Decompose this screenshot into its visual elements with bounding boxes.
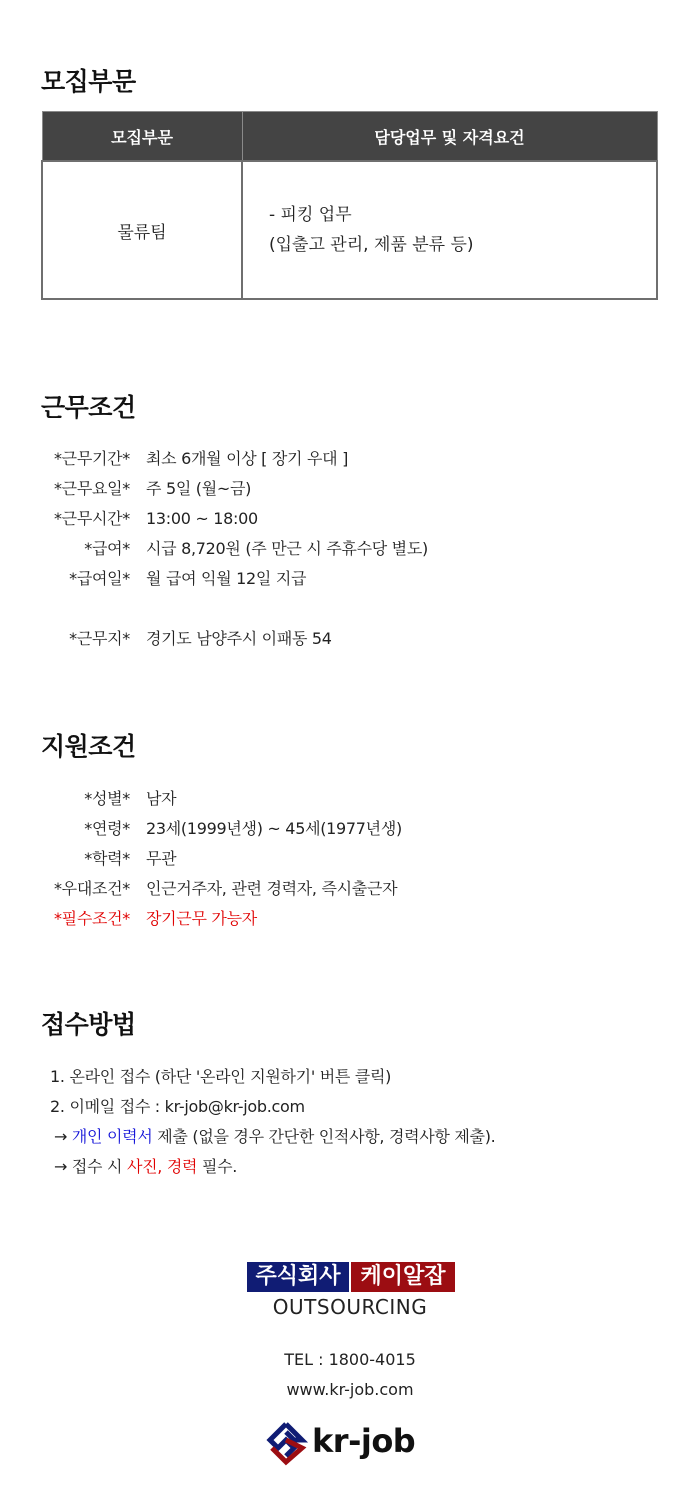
conditions-section-title: 근무조건 bbox=[41, 393, 136, 422]
apply-req-section-title: 지원조건 bbox=[41, 732, 136, 761]
apply-req-key: *학력* bbox=[84, 849, 130, 868]
condition-key: *근무요일* bbox=[53, 479, 130, 498]
condition-value: 13:00 ~ 18:00 bbox=[146, 509, 258, 528]
condition-key: *근무기간* bbox=[53, 449, 130, 468]
method-online: 1. 온라인 접수 (하단 '온라인 지원하기' 버튼 클릭) bbox=[50, 1067, 392, 1086]
company-name-left: 주식회사 bbox=[247, 1262, 349, 1292]
apply-req-value: 장기근무 가능자 bbox=[146, 909, 257, 928]
duty-line: - 피킹 업무 bbox=[269, 205, 352, 225]
company-name-right: 케이알잡 bbox=[351, 1262, 455, 1292]
method-resume-line bbox=[54, 1125, 495, 1149]
recruit-duty-cell bbox=[242, 161, 657, 299]
photo-rest: 필수. bbox=[201, 1157, 238, 1176]
arrow-icon: → bbox=[54, 1157, 68, 1176]
apply-req-value: 남자 bbox=[146, 789, 177, 808]
brand-logo-icon bbox=[264, 1420, 310, 1466]
recruit-dept-cell: 물류팀 bbox=[42, 161, 242, 299]
apply-req-key: *우대조건* bbox=[53, 879, 130, 898]
recruit-table bbox=[41, 111, 658, 300]
recruit-header-duty: 담당업무 및 자격요건 bbox=[242, 112, 657, 162]
condition-key: *급여일* bbox=[69, 569, 130, 588]
method-section-title: 접수방법 bbox=[41, 1010, 136, 1039]
apply-req-value: 23세(1999년생) ~ 45세(1977년생) bbox=[146, 819, 402, 838]
method-photo-line bbox=[54, 1155, 237, 1179]
duty-line: (입출고 관리, 제품 분류 등) bbox=[269, 235, 474, 255]
condition-row bbox=[0, 537, 700, 561]
condition-key: *근무지* bbox=[69, 629, 130, 648]
condition-value: 월 급여 익월 12일 지급 bbox=[146, 569, 307, 588]
condition-row bbox=[0, 567, 700, 591]
condition-row bbox=[0, 477, 700, 501]
recruit-section-title: 모집부문 bbox=[41, 67, 136, 96]
apply-req-row bbox=[0, 817, 700, 841]
apply-req-row bbox=[0, 787, 700, 811]
recruit-header-dept: 모집부문 bbox=[42, 112, 242, 162]
apply-req-key: *연령* bbox=[84, 819, 130, 838]
apply-req-row bbox=[0, 877, 700, 901]
condition-row bbox=[0, 627, 700, 651]
condition-value: 최소 6개월 이상 [ 장기 우대 ] bbox=[146, 449, 349, 468]
condition-key: *급여* bbox=[84, 539, 130, 558]
method-email: 2. 이메일 접수 : kr-job@kr-job.com bbox=[50, 1097, 305, 1116]
brand-logo bbox=[264, 1420, 424, 1466]
apply-req-row-required bbox=[0, 907, 700, 931]
apply-req-key: *필수조건* bbox=[53, 909, 130, 928]
condition-row bbox=[0, 507, 700, 531]
arrow-icon: → bbox=[54, 1127, 68, 1146]
resume-rest: 제출 (없을 경우 간단한 인적사항, 경력사항 제출). bbox=[157, 1127, 496, 1146]
condition-value: 시급 8,720원 (주 만근 시 주휴수당 별도) bbox=[146, 539, 428, 558]
resume-highlight: 개인 이력서 bbox=[71, 1127, 153, 1146]
apply-req-value: 무관 bbox=[146, 849, 177, 868]
apply-req-value: 인근거주자, 관련 경력자, 즉시출근자 bbox=[146, 879, 398, 898]
condition-value: 경기도 남양주시 이패동 54 bbox=[146, 629, 332, 648]
photo-highlight: 사진, 경력 bbox=[126, 1157, 198, 1176]
condition-row bbox=[0, 447, 700, 471]
brand-text: kr-job bbox=[312, 1422, 416, 1460]
photo-pre: 접수 시 bbox=[71, 1157, 123, 1176]
website-link[interactable]: www.kr-job.com bbox=[286, 1380, 414, 1399]
apply-req-key: *성별* bbox=[84, 789, 130, 808]
apply-req-row bbox=[0, 847, 700, 871]
condition-key: *근무시간* bbox=[53, 509, 130, 528]
tel-text: TEL : 1800-4015 bbox=[284, 1350, 416, 1369]
outsourcing-label: OUTSOURCING bbox=[272, 1295, 428, 1319]
condition-value: 주 5일 (월~금) bbox=[146, 479, 252, 498]
